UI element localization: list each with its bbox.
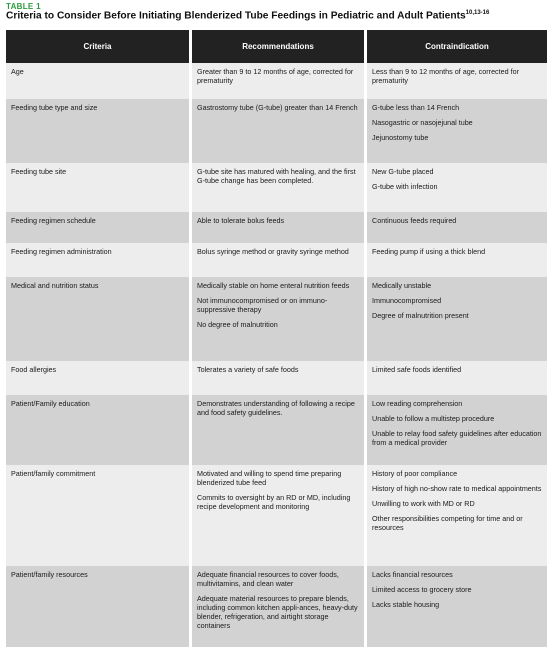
criteria-cell: Patient/family commitment (6, 465, 189, 566)
contraindication-cell (364, 212, 547, 243)
contraindication-item: Jejunostomy tube (372, 133, 429, 142)
contraindication-item: Medically unstable (372, 281, 432, 290)
recommendation-item: Adequate financial resources to cover foods, multivitamins, and clean water (197, 570, 339, 588)
contraindication-cell (364, 243, 547, 277)
contraindication-item: New G-tube placed (372, 167, 434, 176)
contraindication-cell (364, 395, 547, 465)
contraindication-item: Unwilling to work with MD or RD (372, 499, 475, 508)
contraindication-item: Lacks financial resources (372, 570, 453, 579)
recommendation-item: Motivated and willing to spend time preparing blenderized tube feed (197, 469, 342, 487)
recommendation-cell (189, 163, 364, 212)
contraindication-item: Nasogastric or nasojejunal tube (372, 118, 473, 127)
contraindication-item: Unable to relay food safety guidelines after education from a medical provider (372, 429, 542, 447)
header-row (6, 30, 547, 63)
contraindication-item: History of poor compliance (372, 469, 458, 478)
title-references: 10,13-16 (465, 10, 490, 16)
table-label: TABLE 1 (6, 2, 41, 11)
recommendation-item: Gastrostomy tube (G-tube) greater than 14 French (197, 103, 358, 112)
recommendation-cell (189, 63, 364, 99)
criteria-cell: Patient/family resources (6, 566, 189, 647)
contraindication-item: G-tube with infection (372, 182, 438, 191)
recommendation-item: Adequate material resources to prepare blends, including common kitchen appli-ances, heavy-duty blender, refrigeration, and airtight storage containers (197, 594, 358, 630)
table-title (6, 10, 489, 21)
criteria-cell: Feeding regimen administration (6, 243, 189, 277)
recommendation-cell (189, 243, 364, 277)
table-row (6, 277, 547, 361)
recommendation-item: Bolus syringe method or gravity syringe method (197, 247, 349, 256)
recommendation-cell (189, 212, 364, 243)
criteria-cell: Patient/Family education (6, 395, 189, 465)
recommendation-item: Tolerates a variety of safe foods (197, 365, 299, 374)
header-criteria: Criteria (6, 30, 189, 63)
recommendation-item: Medically stable on home enteral nutrition feeds (197, 281, 350, 290)
recommendation-cell (189, 277, 364, 361)
recommendation-item: No degree of malnutrition (197, 320, 278, 329)
table-row (6, 566, 547, 647)
table-row (6, 163, 547, 212)
contraindication-item: Continuous feeds required (372, 216, 457, 225)
contraindication-item: Feeding pump if using a thick blend (372, 247, 486, 256)
recommendation-item: Not immunocompromised or on immuno-suppressive therapy (197, 296, 328, 314)
contraindication-cell (364, 566, 547, 647)
contraindication-item: Other responsibilities competing for time and or resources (372, 514, 523, 532)
contraindication-item: Less than 9 to 12 months of age, corrected for prematurity (372, 67, 520, 85)
table-body (6, 63, 547, 647)
contraindication-item: Lacks stable housing (372, 600, 440, 609)
contraindication-cell (364, 163, 547, 212)
contraindication-cell (364, 277, 547, 361)
table-row (6, 395, 547, 465)
contraindication-cell (364, 465, 547, 566)
table-row (6, 465, 547, 566)
recommendation-item: G-tube site has matured with healing, and the first G-tube change has been completed. (197, 167, 356, 185)
contraindication-cell (364, 63, 547, 99)
contraindication-item: History of high no-show rate to medical appointments (372, 484, 542, 493)
contraindication-item: Immunocompromised (372, 296, 442, 305)
criteria-cell: Feeding regimen schedule (6, 212, 189, 243)
contraindication-item: Unable to follow a multistep procedure (372, 414, 495, 423)
contraindication-item: Limited access to grocery store (372, 585, 472, 594)
contraindication-cell (364, 361, 547, 395)
table-row (6, 243, 547, 277)
contraindication-item: G-tube less than 14 French (372, 103, 460, 112)
criteria-cell: Age (6, 63, 189, 99)
table-row (6, 99, 547, 163)
contraindication-cell (364, 99, 547, 163)
table-row (6, 63, 547, 99)
recommendation-cell (189, 395, 364, 465)
header-recommendations: Recommendations (189, 30, 364, 63)
recommendation-cell (189, 465, 364, 566)
criteria-cell: Feeding tube type and size (6, 99, 189, 163)
criteria-table (6, 30, 547, 647)
contraindication-item: Low reading comprehension (372, 399, 463, 408)
contraindication-item: Limited safe foods identified (372, 365, 462, 374)
header-contraindication: Contraindication (364, 30, 547, 63)
contraindication-item: Degree of malnutrition present (372, 311, 469, 320)
criteria-cell: Food allergies (6, 361, 189, 395)
criteria-cell: Feeding tube site (6, 163, 189, 212)
title-text: Criteria to Consider Before Initiating Blenderized Tube Feedings in Pediatric and Adult Patients (6, 10, 466, 22)
recommendation-cell (189, 99, 364, 163)
table-row (6, 212, 547, 243)
table-row (6, 361, 547, 395)
recommendation-item: Greater than 9 to 12 months of age, corrected for prematurity (197, 67, 354, 85)
recommendation-cell (189, 566, 364, 647)
recommendation-item: Able to tolerate bolus feeds (197, 216, 285, 225)
criteria-cell: Medical and nutrition status (6, 277, 189, 361)
recommendation-cell (189, 361, 364, 395)
recommendation-item: Commits to oversight by an RD or MD, including recipe development and monitoring (197, 493, 351, 511)
recommendation-item: Demonstrates understanding of following a recipe and food safety guidelines. (197, 399, 355, 417)
